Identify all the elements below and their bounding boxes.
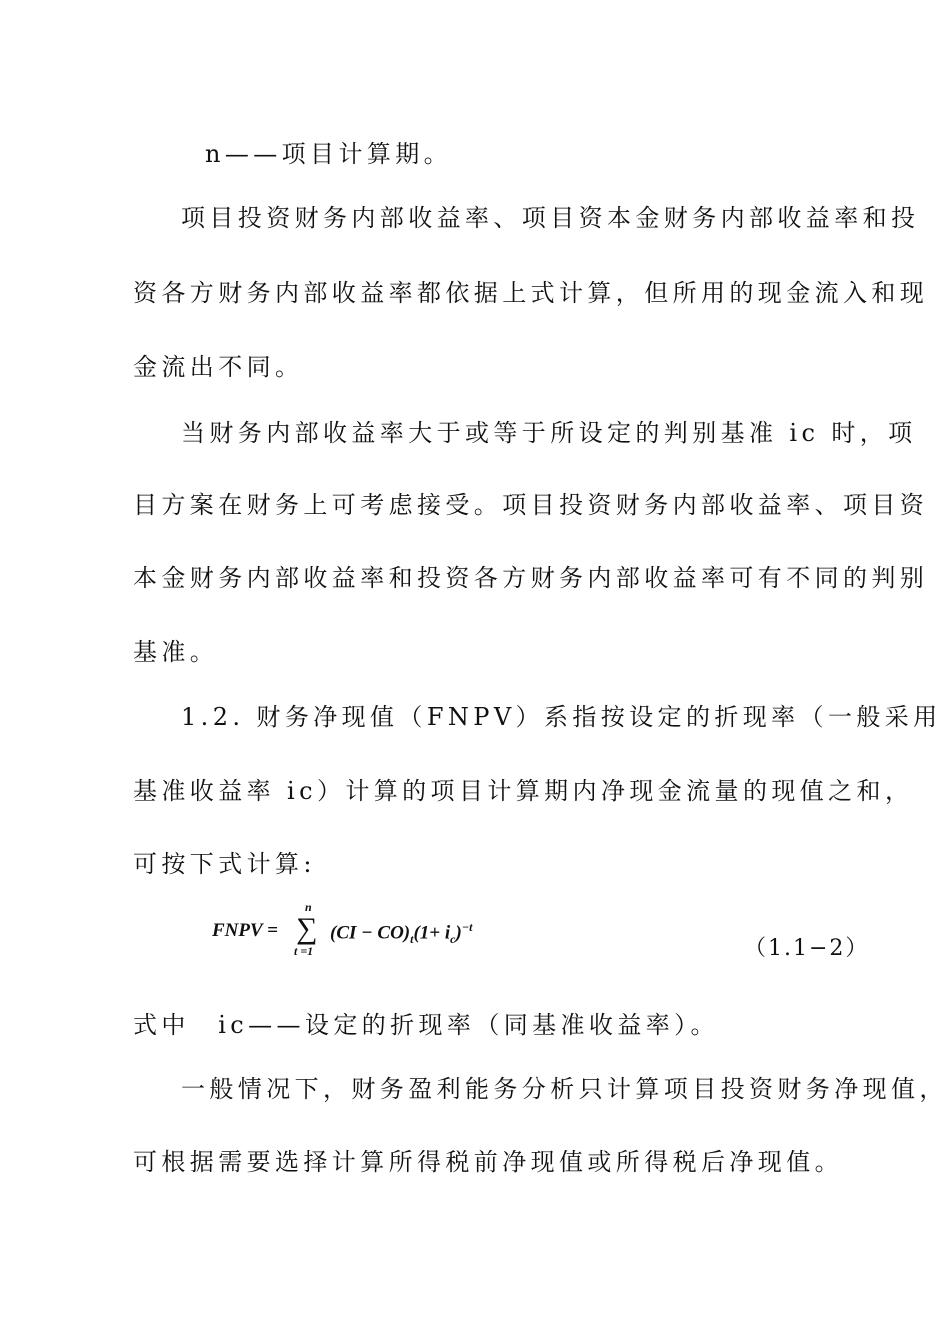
paragraph-3-line-2: 可根据需要选择计算所得税前净现值或所得税后净现值。 [133, 1148, 843, 1176]
definition-n: n——项目计算期。 [205, 140, 453, 168]
paragraph-1-line-1: 项目投资财务内部收益率、项目资本金财务内部收益率和投 [181, 204, 920, 232]
fnpv-formula [212, 900, 632, 964]
paragraph-1-line-2: 资各方财务内部收益率都依据上式计算，但所用的现金流入和现 [133, 279, 929, 307]
section-1-2-line-2: 基准收益率 ic）计算的项目计算期内净现金流量的现值之和， [133, 777, 914, 805]
paragraph-1-line-3: 金流出不同。 [133, 353, 304, 381]
paragraph-3-line-1: 一般情况下，财务盈利能务分析只计算项目投资财务净现值， [181, 1075, 948, 1103]
paragraph-2-line-4: 基准。 [133, 638, 219, 666]
summation-upper-limit: n [305, 900, 312, 914]
paragraph-2-line-3: 本金财务内部收益率和投资各方财务内部收益率可有不同的判别 [133, 564, 929, 592]
equation-number: （1.1−2） [744, 936, 870, 961]
summation-sign: ∑ [296, 912, 318, 945]
definition-ic: 式中 ic——设定的折现率（同基准收益率）。 [133, 1011, 719, 1039]
section-1-2-line-3: 可按下式计算: [133, 850, 316, 878]
section-1-2-line-1: 1.2. 财务净现值（FNPV）系指按设定的折现率（一般采用 [181, 703, 942, 731]
paragraph-2-line-2: 目方案在财务上可考虑接受。项目投资财务内部收益率、项目资 [133, 491, 929, 519]
formula-body: $(CI - CO)_t(1+ i_c)^{-t}$ [330, 920, 473, 947]
summation [294, 900, 326, 964]
summation-lower-limit: t =1 [294, 944, 314, 958]
paragraph-2-line-1: 当财务内部收益率大于或等于所设定的判别基准 ic 时，项 [181, 419, 917, 447]
formula-lhs: FNPV = [212, 920, 278, 941]
